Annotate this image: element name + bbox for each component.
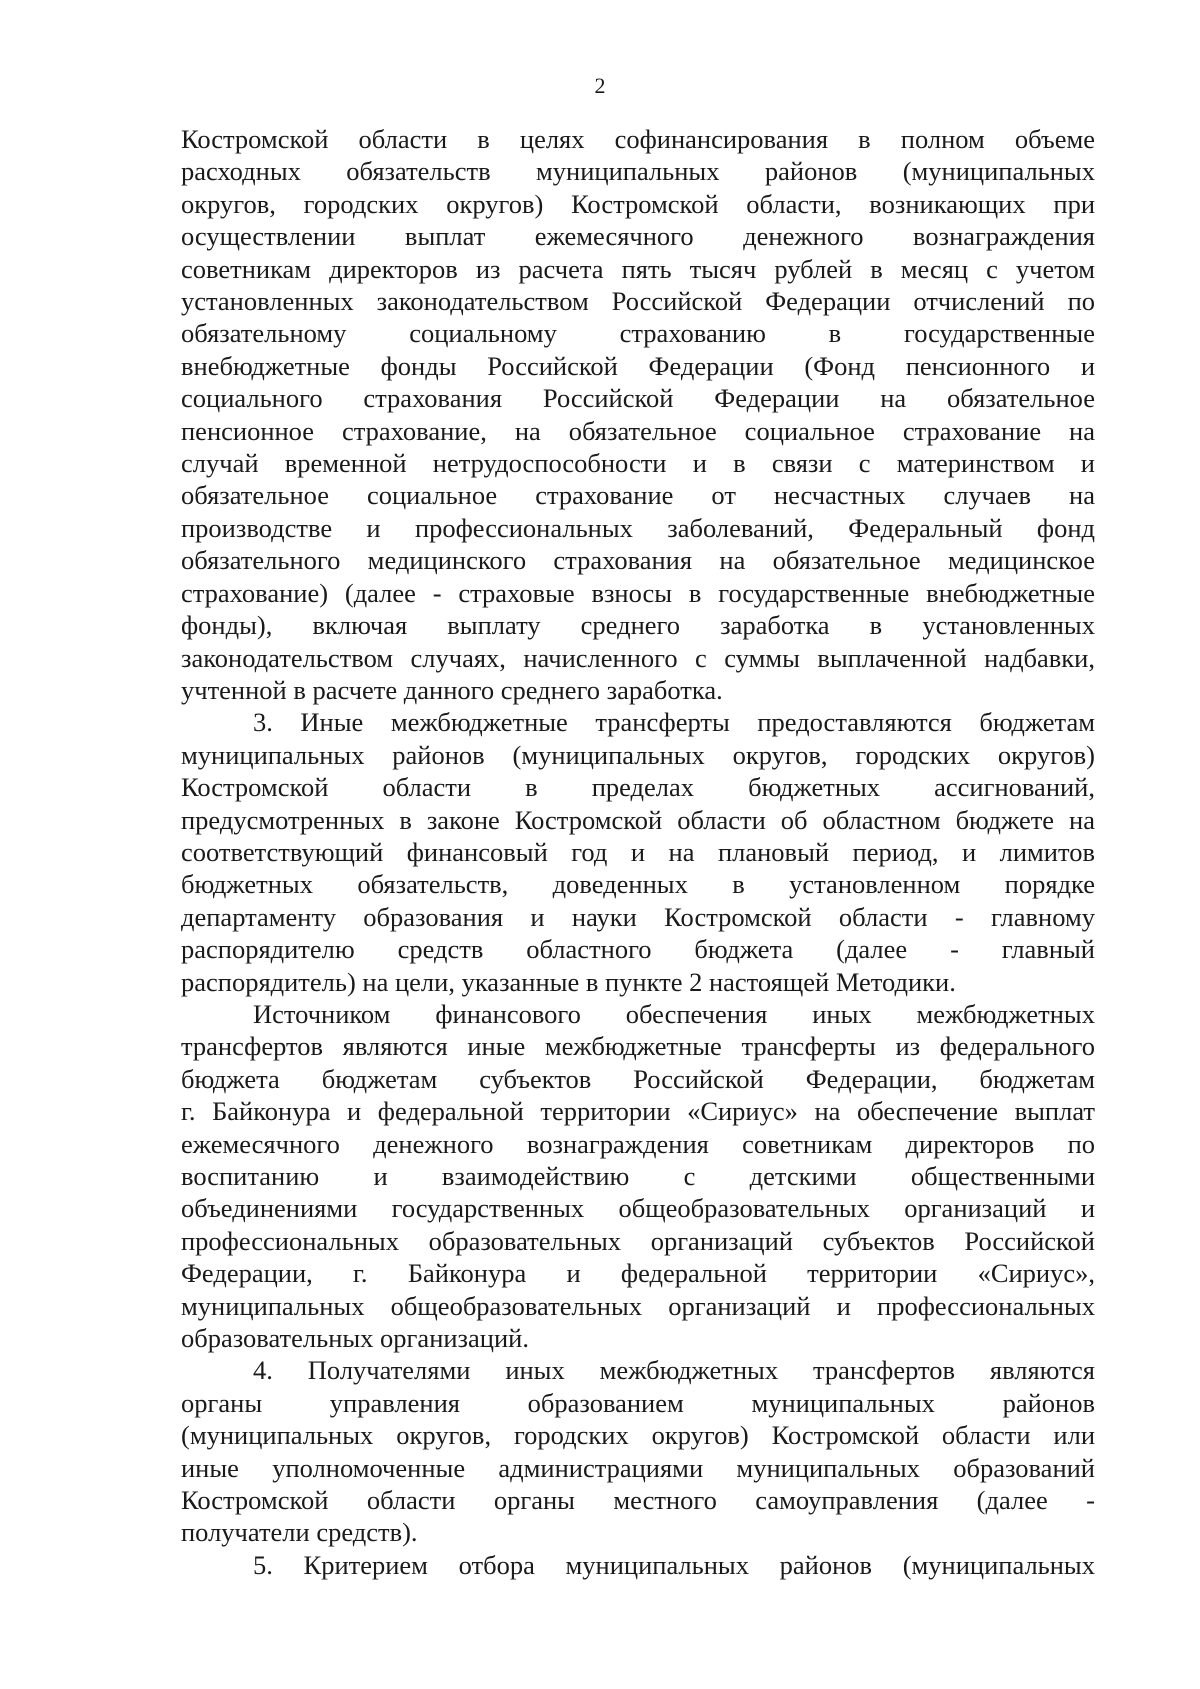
text-line: внебюджетные фонды Российской Федерации (Фонд пенсионного и [181, 350, 1095, 381]
paragraph [181, 1354, 1095, 1548]
text-line: образовательных организаций. [181, 1323, 529, 1354]
text-line: муниципальных общеобразовательных организаций и профессиональных [181, 1290, 1095, 1321]
text-line: расходных обязательств муниципальных районов (муниципальных [181, 156, 1095, 187]
text-line: пенсионное страхование, на обязательное социальное страхование на [181, 415, 1095, 446]
text-line: производстве и профессиональных заболеваний, Федеральный фонд [181, 512, 1095, 543]
text-line: страхование) (далее - страховые взносы в государственные внебюджетные [181, 577, 1095, 608]
text-line: муниципальных районов (муниципальных округов, городских округов) [181, 739, 1095, 770]
text-line: 4. Получателями иных межбюджетных трансфертов являются [253, 1355, 1095, 1386]
text-line: фонды), включая выплату среднего заработка в установленных [181, 610, 1095, 641]
text-line: 3. Иные межбюджетные трансферты предоставляются бюджетам [253, 707, 1095, 738]
paragraph [181, 706, 1095, 998]
text-line: департаменту образования и науки Костромской области - главному [181, 901, 1095, 932]
text-line: ежемесячного денежного вознаграждения советникам директоров по [181, 1128, 1095, 1159]
text-line: округов, городских округов) Костромской области, возникающих при [181, 188, 1095, 219]
text-line: учтенной в расчете данного среднего заработка. [181, 674, 723, 705]
text-line: соответствующий финансовый год и на плановый период, и лимитов [181, 836, 1095, 867]
text-line: Костромской области в целях софинансирования в полном объеме [181, 124, 1095, 154]
text-line: бюджетных обязательств, доведенных в установленном порядке [181, 869, 1095, 900]
text-line: законодательством случаях, начисленного с суммы выплаченной надбавки, [181, 642, 1095, 673]
text-line: Федерации, г. Байконура и федеральной территории «Сириус», [181, 1258, 1095, 1289]
text-line: органы управления образованием муниципальных районов [181, 1387, 1095, 1418]
text-line: г. Байконура и федеральной территории «Сириус» на обеспечение выплат [181, 1096, 1095, 1127]
page-number: 2 [594, 73, 606, 98]
text-line: советникам директоров из расчета пять тысяч рублей в месяц с учетом [181, 253, 1095, 284]
paragraph [181, 1549, 1095, 1581]
text-line: установленных законодательством Российской Федерации отчислений по [181, 286, 1095, 317]
paragraph [181, 123, 1095, 706]
text-line: случай временной нетрудоспособности и в связи с материнством и [181, 448, 1095, 479]
text-line: социального страхования Российской Федерации на обязательное [181, 383, 1095, 414]
text-line: профессиональных образовательных организаций субъектов Российской [181, 1225, 1095, 1256]
text-line: иные уполномоченные администрациями муниципальных образований [181, 1452, 1095, 1483]
text-line: Костромской области в пределах бюджетных ассигнований, [181, 772, 1095, 803]
text-line: получатели средств). [181, 1517, 418, 1548]
text-line: распорядителю средств областного бюджета (далее - главный [181, 934, 1095, 965]
text-line: 5. Критерием отбора муниципальных районов (муниципальных [253, 1549, 1095, 1580]
document-body [181, 123, 1095, 1581]
paragraph [181, 998, 1095, 1354]
text-line: распорядитель) на цели, указанные в пункте 2 настоящей Методики. [181, 966, 956, 997]
text-line: обязательное социальное страхование от несчастных случаев на [181, 480, 1095, 511]
text-line: Источником финансового обеспечения иных межбюджетных [253, 998, 1095, 1029]
text-line: обязательного медицинского страхования на обязательное медицинское [181, 545, 1095, 576]
text-line: воспитанию и взаимодействию с детскими общественными [181, 1161, 1095, 1191]
text-line: обязательному социальному страхованию в государственные [181, 318, 1095, 349]
text-line: трансфертов являются иные межбюджетные трансферты из федерального [181, 1031, 1095, 1062]
text-line: предусмотренных в законе Костромской области об областном бюджете на [181, 804, 1095, 835]
text-line: объединениями государственных общеобразовательных организаций и [181, 1193, 1095, 1224]
text-line: Костромской области органы местного самоуправления (далее - [181, 1485, 1095, 1516]
text-line: (муниципальных округов, городских округов) Костромской области или [181, 1420, 1095, 1451]
text-line: осуществлении выплат ежемесячного денежного вознаграждения [181, 221, 1095, 252]
text-line: бюджета бюджетам субъектов Российской Федерации, бюджетам [181, 1063, 1095, 1094]
